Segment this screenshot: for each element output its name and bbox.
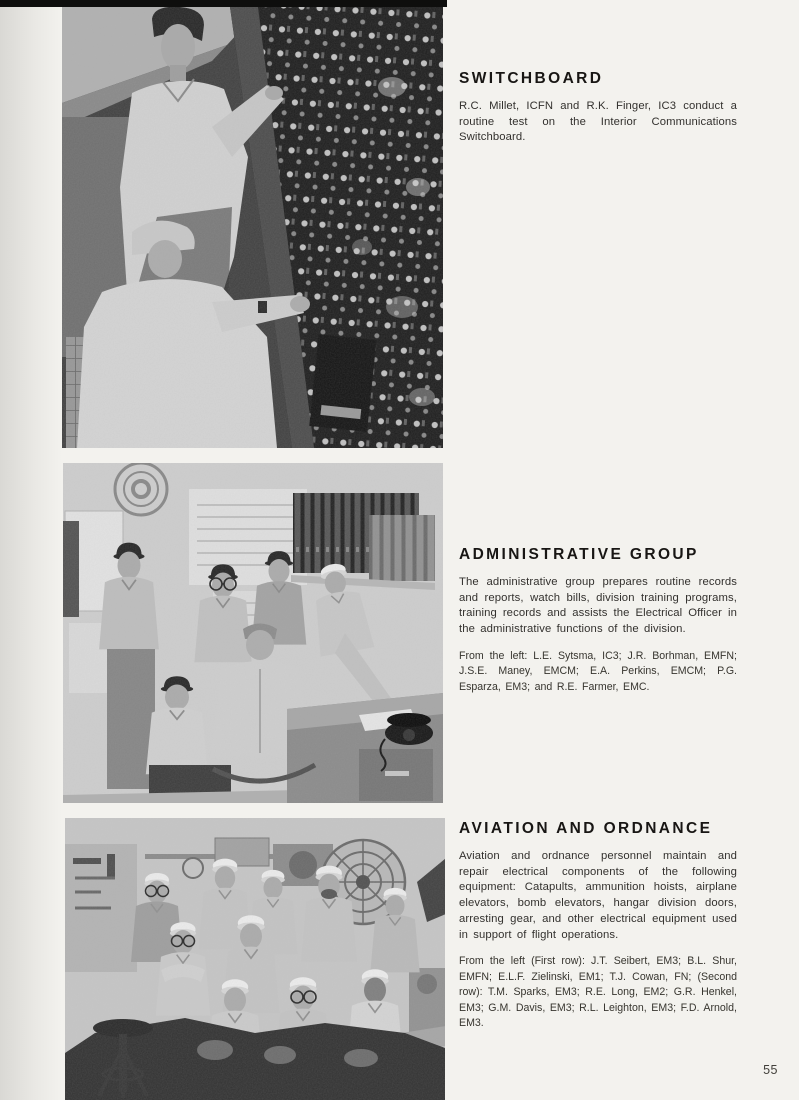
page-left-edge-shading: [0, 0, 62, 1100]
section-administrative-group: [459, 546, 737, 695]
scan-edge-strip: [0, 0, 447, 7]
switchboard-body: R.C. Millet, ICFN and R.K. Finger, IC3 conduct a routine test on the Interior Communications Switchboard.: [459, 100, 737, 144]
administrative-group-heading: ADMINISTRATIVE GROUP: [459, 546, 699, 563]
aviation-ordnance-photo-art: [65, 818, 445, 1100]
section-switchboard: [459, 70, 737, 146]
section-aviation-ordnance: [459, 820, 737, 1032]
aviation-ordnance-photo: [65, 818, 445, 1100]
administrative-group-caption: From the left: L.E. Sytsma, IC3; J.R. Borhman, EMFN; J.S.E. Maney, EMCM; E.A. Perkins, EMCM; P.G. Esparza, EM3; and R.E. Farmer, EMC.: [459, 649, 737, 693]
switchboard-heading: SWITCHBOARD: [459, 70, 604, 87]
administrative-group-photo-art: [63, 463, 443, 803]
switchboard-photo-art: [62, 7, 443, 448]
aviation-ordnance-caption: From the left (First row): J.T. Seibert, EM3; B.L. Shur, EMFN; E.L.F. Zielinski, EM1; T.J. Cowan, FN; (Second row): T.M. Sparks, EM3; R.E. Long, EM2; G.R. Henkel, EM3; G.M. Davis, EM3; R.L. Leighton, EM3; F.D. Arnold, EM3.: [459, 955, 737, 1030]
aviation-ordnance-heading: AVIATION AND ORDNANCE: [459, 820, 713, 837]
page-number: 55: [763, 1063, 778, 1077]
aviation-ordnance-body: Aviation and ordnance personnel maintain and repair electrical components of the following equipment: Catapults, ammunition hoists, airplane elevators, bomb elevators, hangar division doors, arresting gear, and other electrical equipment used in support of flight operations.: [459, 850, 737, 941]
switchboard-photo: [62, 7, 443, 448]
administrative-group-body: The administrative group prepares routine records and reports, watch bills, division training programs, training records and assists the Electrical Officer in the administrative functions of the division.: [459, 576, 737, 636]
administrative-group-photo: [63, 463, 443, 803]
